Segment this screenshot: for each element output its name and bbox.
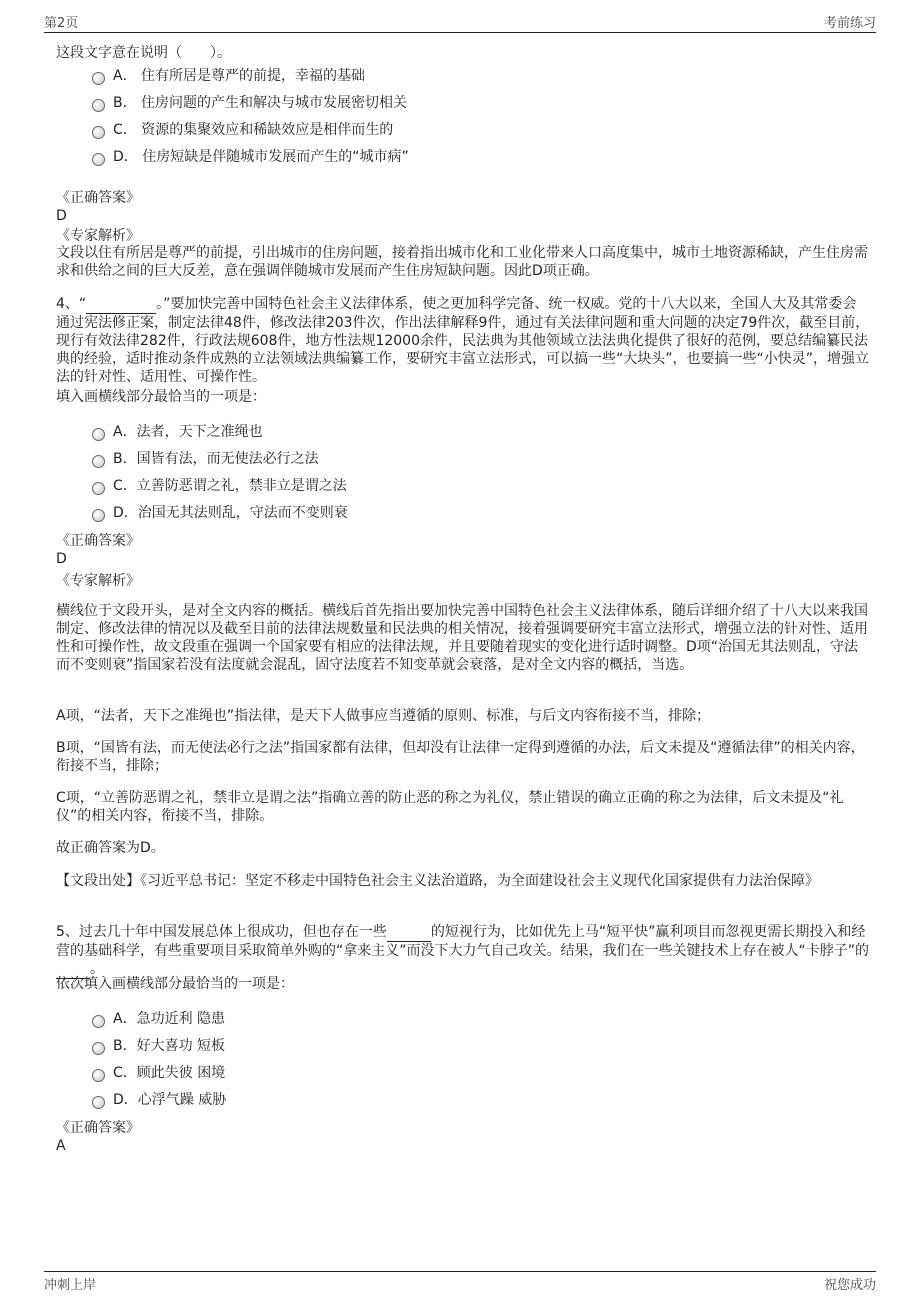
q4-number: 4、“ [56,296,87,312]
q4-stem [56,295,870,386]
q5-blank-1 [387,923,431,942]
q4-option-b-label: B．国皆有法，而无使法必行之法 [113,451,319,467]
page-footer [44,1271,876,1302]
q4-answer-label: 《正确答案》 [56,533,140,549]
q5-option-d-label: D．心浮气躁 威胁 [113,1092,227,1108]
footer-right-text: 祝您成功 [823,1278,876,1293]
q5-stem [56,923,870,979]
q5-stem-part3: 。 [90,961,104,977]
q4-analysis-summary: 横线位于文段开头，是对全文内容的概括。横线后首先指出要加快完善中国特色社会主义法律体系，随后详细介绍了十八大以来我国制定、修改法律的情况以及截至目前的法律法规数量和民法典的相关情况，接着强调要研究丰富立法形式，增强立法的针对性、适用性和可操作性，故文段重在强调一个国家要有相应的法律法规，并且要随着现实的变化进行适时调整。D项“治国无其法则乱，守法而不变则衰”指国家若没有法度就会混乱，固守法度若不知变革就会衰落，是对全文内容的概括，当选。 [56,603,868,673]
radio-icon[interactable] [92,1015,105,1028]
q5-stem-part1: 5、过去几十年中国发展总体上很成功，但也存在一些 [56,924,387,940]
radio-icon[interactable] [92,99,105,112]
q4-blank [86,295,156,314]
q5-option-a-label: A．急功近利 隐患 [113,1011,226,1027]
radio-icon[interactable] [92,482,105,495]
radio-icon[interactable] [92,455,105,468]
q3-stem: 这段文字意在说明（ ）。 [56,45,231,61]
q3-option-b[interactable] [92,93,407,113]
q5-prompt: 依次填入画横线部分最恰当的一项是： [56,976,294,992]
q4-option-a[interactable] [92,422,263,442]
q3-answer: D [56,208,67,224]
q5-answer: A [56,1138,66,1154]
q4-prompt: 填入画横线部分最恰当的一项是： [56,389,266,405]
q3-option-a[interactable] [92,66,365,86]
q4-analysis-conclusion: 故正确答案为D。 [56,840,165,856]
q3-option-c-label: C． 资源的集聚效应和稀缺效应是相伴而生的 [113,122,394,138]
q4-analysis-b: B项，“国皆有法，而无使法必行之法”指国家都有法律，但却没有让法律一定得到遵循的办法，后文未提及“遵循法律”的相关内容，衔接不当，排除； [56,740,865,774]
q3-answer-label: 《正确答案》 [56,190,140,206]
q3-option-b-label: B． 住房问题的产生和解决与城市发展密切相关 [113,95,408,111]
radio-icon[interactable] [92,153,105,166]
q5-option-b[interactable] [92,1036,225,1056]
q5-option-c[interactable] [92,1063,225,1083]
q4-option-b[interactable] [92,449,319,469]
radio-icon[interactable] [92,72,105,85]
q5-stem-part2: 的短视行为，比如优先上马“短平快”赢利项目而忽视更需长期投入和经营的基础科学，有些重要项目采取简单外购的“拿来主义”而没下大力气自己攻关。结果，我们在一些关键技术上存在被人“卡脖子”的 [56,924,870,959]
header-title: 考前练习 [823,16,876,31]
q4-option-d-label: D．治国无其法则乱，守法而不变则衰 [113,505,348,521]
radio-icon[interactable] [92,126,105,139]
radio-icon[interactable] [92,509,105,522]
q4-option-c[interactable] [92,476,347,496]
q3-analysis-label: 《专家解析》 [56,228,140,244]
q4-analysis-a: A项，“法者，天下之准绳也”指法律，是天下人做事应当遵循的原则、标准，与后文内容衔接不当，排除； [56,708,711,724]
footer-left-text: 冲刺上岸 [44,1278,97,1293]
q5-answer-label: 《正确答案》 [56,1120,140,1136]
q5-option-d[interactable] [92,1090,226,1110]
q4-option-d[interactable] [92,503,348,523]
q3-option-c[interactable] [92,120,393,140]
q3-option-d[interactable] [92,147,409,167]
q5-option-a[interactable] [92,1009,225,1029]
q4-answer: D [56,551,67,567]
radio-icon[interactable] [92,1069,105,1082]
q3-option-d-label: D． 住房短缺是伴随城市发展而产生的“城市病” [113,149,409,165]
q4-source: 【文段出处】《习近平总书记：坚定不移走中国特色社会主义法治道路，为全面建设社会主义现代化国家提供有力法治保障》 [56,873,819,889]
page-header [44,0,876,33]
q4-analysis-label: 《专家解析》 [56,573,140,589]
radio-icon[interactable] [92,1096,105,1109]
q5-option-b-label: B．好大喜功 短板 [113,1038,226,1054]
radio-icon[interactable] [92,1042,105,1055]
page-number: 第2页 [44,16,79,31]
q3-option-a-label: A． 住有所居是尊严的前提，幸福的基础 [113,68,366,84]
q4-option-c-label: C．立善防恶谓之礼，禁非立是谓之法 [113,478,347,494]
q4-analysis-c: C项，“立善防恶谓之礼，禁非立是谓之法”指确立善的防止恶的称之为礼仪，禁止错误的确立正确的称之为法律，后文未提及“礼仪”的相关内容，衔接不当，排除。 [56,790,844,824]
q3-analysis: 文段以住有所居是尊严的前提，引出城市的住房问题，接着指出城市化和工业化带来人口高度集中，城市土地资源稀缺，产生住房需求和供给之间的巨大反差，意在强调伴随城市发展而产生住房短缺问题。因此D项正确。 [56,245,868,279]
radio-icon[interactable] [92,428,105,441]
q4-option-a-label: A．法者，天下之准绳也 [113,424,263,440]
q5-option-c-label: C．顾此失彼 困境 [113,1065,226,1081]
q4-stem-text: 。”要加快完善中国特色社会主义法律体系，使之更加科学完备、统一权威。党的十八大以来，全国人大及其常委会通过宪法修正案，制定法律48件，修改法律203件次，作出法律解释9件，通过有关法律问题和重大问题的决定79件次，截至目前，现行有效法律282件，行政法规608件，地方性法规12000余件，民法典为其他领域立法法典化提供了很好的范例，要总结编纂民法典的经验，适时推动条件成熟的立法领域法典编纂工作，要研究丰富立法形式，可以搞一些“大块头”，也要搞一些“小快灵”，增强立法的针对性、适用性、可操作性。 [56,296,870,385]
